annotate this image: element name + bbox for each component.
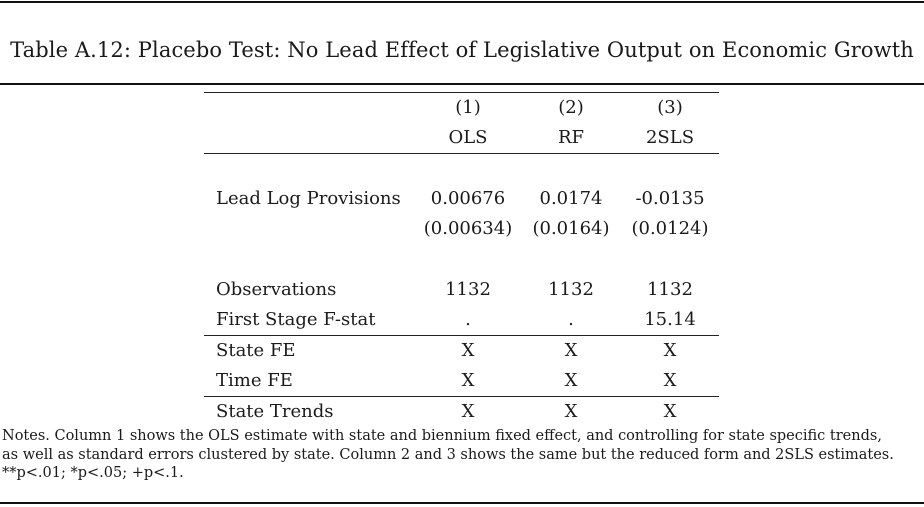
lead-se-3: (0.0124) <box>631 218 709 239</box>
notes-line-1: Notes. Column 1 shows the OLS estimate with state and biennium fixed effect, and controlling for state specific trends, <box>2 428 882 444</box>
caption-rule <box>0 83 924 85</box>
col-1-number: (1) <box>455 97 481 118</box>
stats-rule <box>204 335 719 336</box>
row-label-observations: Observations <box>216 279 337 300</box>
observations-2: 1132 <box>548 279 594 300</box>
time-fe-3: X <box>663 370 677 391</box>
row-label-fstat: First Stage F-stat <box>216 309 376 330</box>
state-trends-1: X <box>461 401 475 422</box>
row-label-time-fe: Time FE <box>216 370 293 391</box>
col-1-method: OLS <box>448 127 488 148</box>
row-label-lead: Lead Log Provisions <box>216 188 401 209</box>
row-label-state-trends: State Trends <box>216 401 334 422</box>
lead-se-1: (0.00634) <box>423 218 513 239</box>
lead-coef-3: -0.0135 <box>635 188 705 209</box>
header-rule <box>204 153 719 154</box>
col-2-method: RF <box>557 127 585 148</box>
notes-line-2: as well as standard errors clustered by state. Column 2 and 3 shows the same but the reduced form and 2SLS estimates. <box>2 446 894 463</box>
state-fe-2: X <box>564 340 578 361</box>
lead-se-2: (0.0164) <box>532 218 610 239</box>
fstat-2: . <box>568 309 574 330</box>
col-3-method: 2SLS <box>645 127 695 148</box>
table-notes <box>2 427 924 483</box>
fstat-3: 15.14 <box>644 309 696 330</box>
time-fe-2: X <box>564 370 578 391</box>
row-label-state-fe: State FE <box>216 340 296 361</box>
lead-coef-2: 0.0174 <box>539 188 603 209</box>
lead-coef-1: 0.00676 <box>430 188 506 209</box>
observations-1: 1132 <box>445 279 491 300</box>
col-2-number: (2) <box>558 97 584 118</box>
time-fe-1: X <box>461 370 475 391</box>
table-top-rule <box>204 92 719 93</box>
notes-line-3: **p<.01; *p<.05; +p<.1. <box>2 465 184 481</box>
state-fe-3: X <box>663 340 677 361</box>
state-trends-2: X <box>564 401 578 422</box>
state-fe-1: X <box>461 340 475 361</box>
fstat-1: . <box>465 309 471 330</box>
state-trends-3: X <box>663 401 677 422</box>
observations-3: 1132 <box>647 279 693 300</box>
top-rule <box>0 1 924 3</box>
col-3-number: (3) <box>657 97 683 118</box>
bottom-rule <box>0 502 924 504</box>
fe-rule <box>204 396 719 397</box>
table-caption: Table A.12: Placebo Test: No Lead Effect of Legislative Output on Economic Growth <box>10 38 914 62</box>
